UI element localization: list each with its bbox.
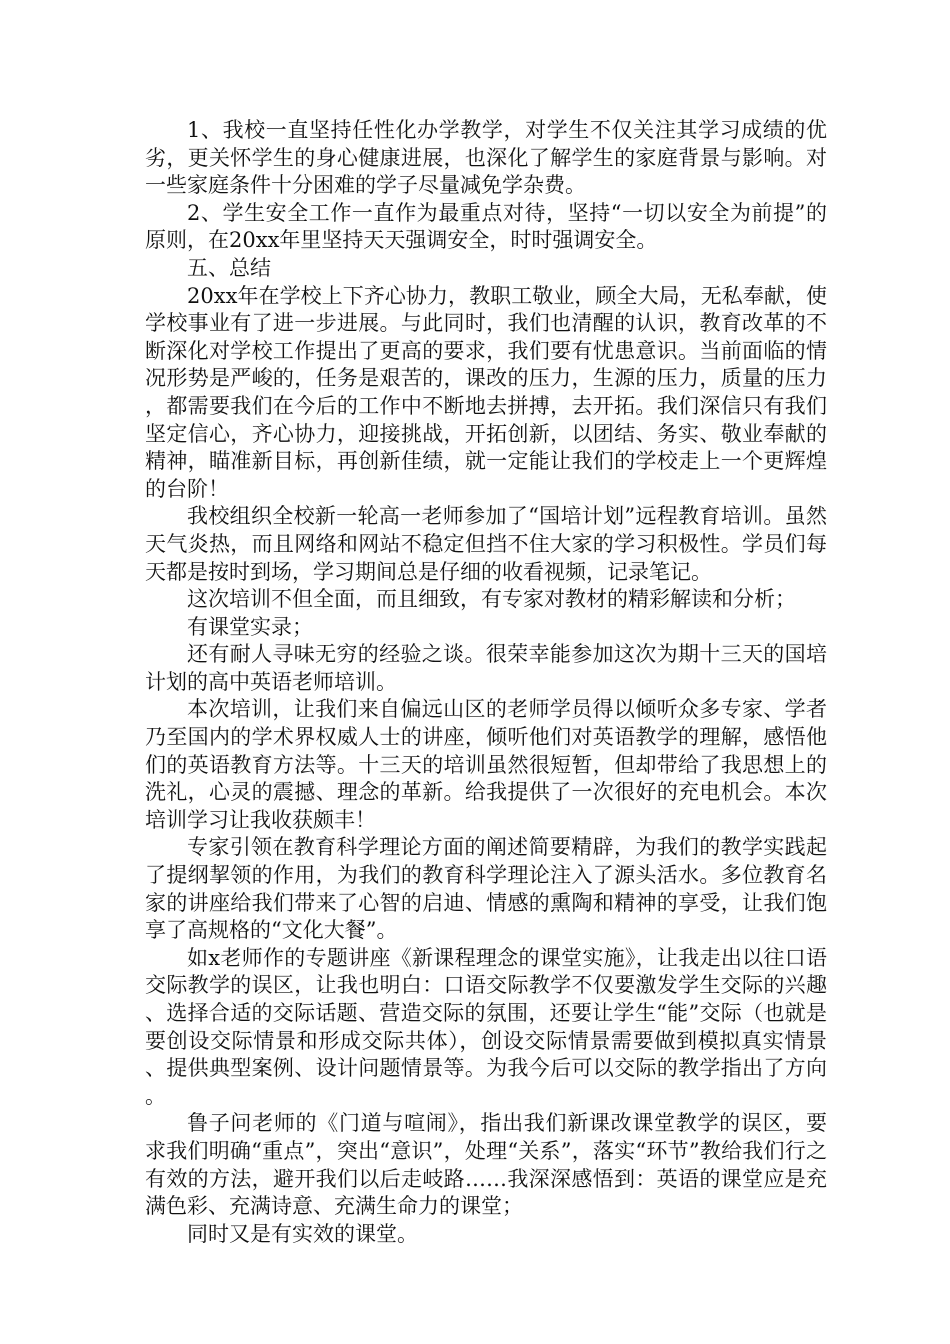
paragraph-closing: 同时又是有实效的课堂。	[187, 1221, 418, 1246]
paragraph-lu-lecture: 鲁子问老师的《门道与喧闹》，指出我们新课改课堂教学的误区，要求我们明确“重点”，突出“意识”，处理“关系”，落实“环节”教给我们行之有效的方法，避开我们以后走岐路……我深深感悟到：英语的课堂应是充满色彩、充满诗意、充满生命力的课堂；	[145, 1111, 827, 1219]
paragraph-experience: 还有耐人寻味无穷的经验之谈。很荣幸能参加这次为期十三天的国培计划的高中英语老师培训。	[145, 642, 827, 694]
paragraph-training-intro: 我校组织全校新一轮高一老师参加了“国培计划”远程教育培训。虽然天气炎热，而且网络和网站不稳定但挡不住大家的学习积极性。学员们每天都是按时到场，学习期间总是仔细的收看视频，记录笔记。	[145, 504, 827, 584]
paragraph-policy-individual: 1、我校一直坚持任性化办学教学，对学生不仅关注其学习成绩的优劣，更关怀学生的身心健康进展，也深化了解学生的家庭背景与影响。对一些家庭条件十分困难的学子尽量减免学杂费。	[145, 118, 827, 198]
paragraph-expert-guidance: 专家引领在教育科学理论方面的阐述简要精辟，为我们的教学实践起了提纲挈领的作用，为我们的教育科学理论注入了源头活水。多位教育名家的讲座给我们带来了心智的启迪、情感的熏陶和精神的享受，让我们饱享了高规格的“文化大餐”。	[145, 835, 827, 943]
paragraph-lecture-example: 如x老师作的专题讲座《新课程理念的课堂实施》，让我走出以往口语交际教学的误区，让我也明白：口语交际教学不仅要激发学生交际的兴趣、选择合适的交际话题、营造交际的氛围，还要让学生“能”交际（也就是要创设交际情景和形成交际共体），创设交际情景需要做到模拟真实情景、提供典型案例、设计问题情景等。为我今后可以交际的教学指出了方向。	[145, 945, 827, 1108]
paragraph-policy-safety: 2、学生安全工作一直作为最重点对待，坚持“一切以安全为前提”的原则，在20xx年里坚持天天强调安全，时时强调安全。	[145, 200, 827, 253]
section-heading-summary: 五、总结	[187, 255, 271, 280]
paragraph-summary: 20xx年在学校上下齐心协力，教职工敬业，顾全大局，无私奉献，使学校事业有了进一步进展。与此同时，我们也清醒的认识，教育改革的不断深化对学校工作提出了更高的要求，我们要有忧患意识。当前面临的情况形势是严峻的，任务是艰苦的，课改的压力，生源的压力，质量的压力，都需要我们在今后的工作中不断地去拼搏，去开拓。我们深信只有我们坚定信心，齐心协力，迎接挑战，开拓创新，以团结、务实、敬业奉献的精神，瞄准新目标，再创新佳绩，就一定能让我们的学校走上一个更辉煌的台阶！	[145, 283, 827, 501]
document-page	[145, 117, 827, 1248]
paragraph-training-comprehensive: 这次培训不但全面，而且细致，有专家对教材的精彩解读和分析；	[187, 587, 796, 612]
paragraph-training-benefit: 本次培训，让我们来自偏远山区的老师学员得以倾听众多专家、学者乃至国内的学术界权威人士的讲座，倾听他们对英语教学的理解，感悟他们的英语教育方法等。十三天的培训虽然很短暂，但却带给了我思想上的洗礼，心灵的震撼、理念的革新。给我提供了一次很好的充电机会。本次培训学习让我收获颇丰！	[145, 697, 827, 832]
paragraph-classroom-records: 有课堂实录；	[187, 614, 313, 639]
